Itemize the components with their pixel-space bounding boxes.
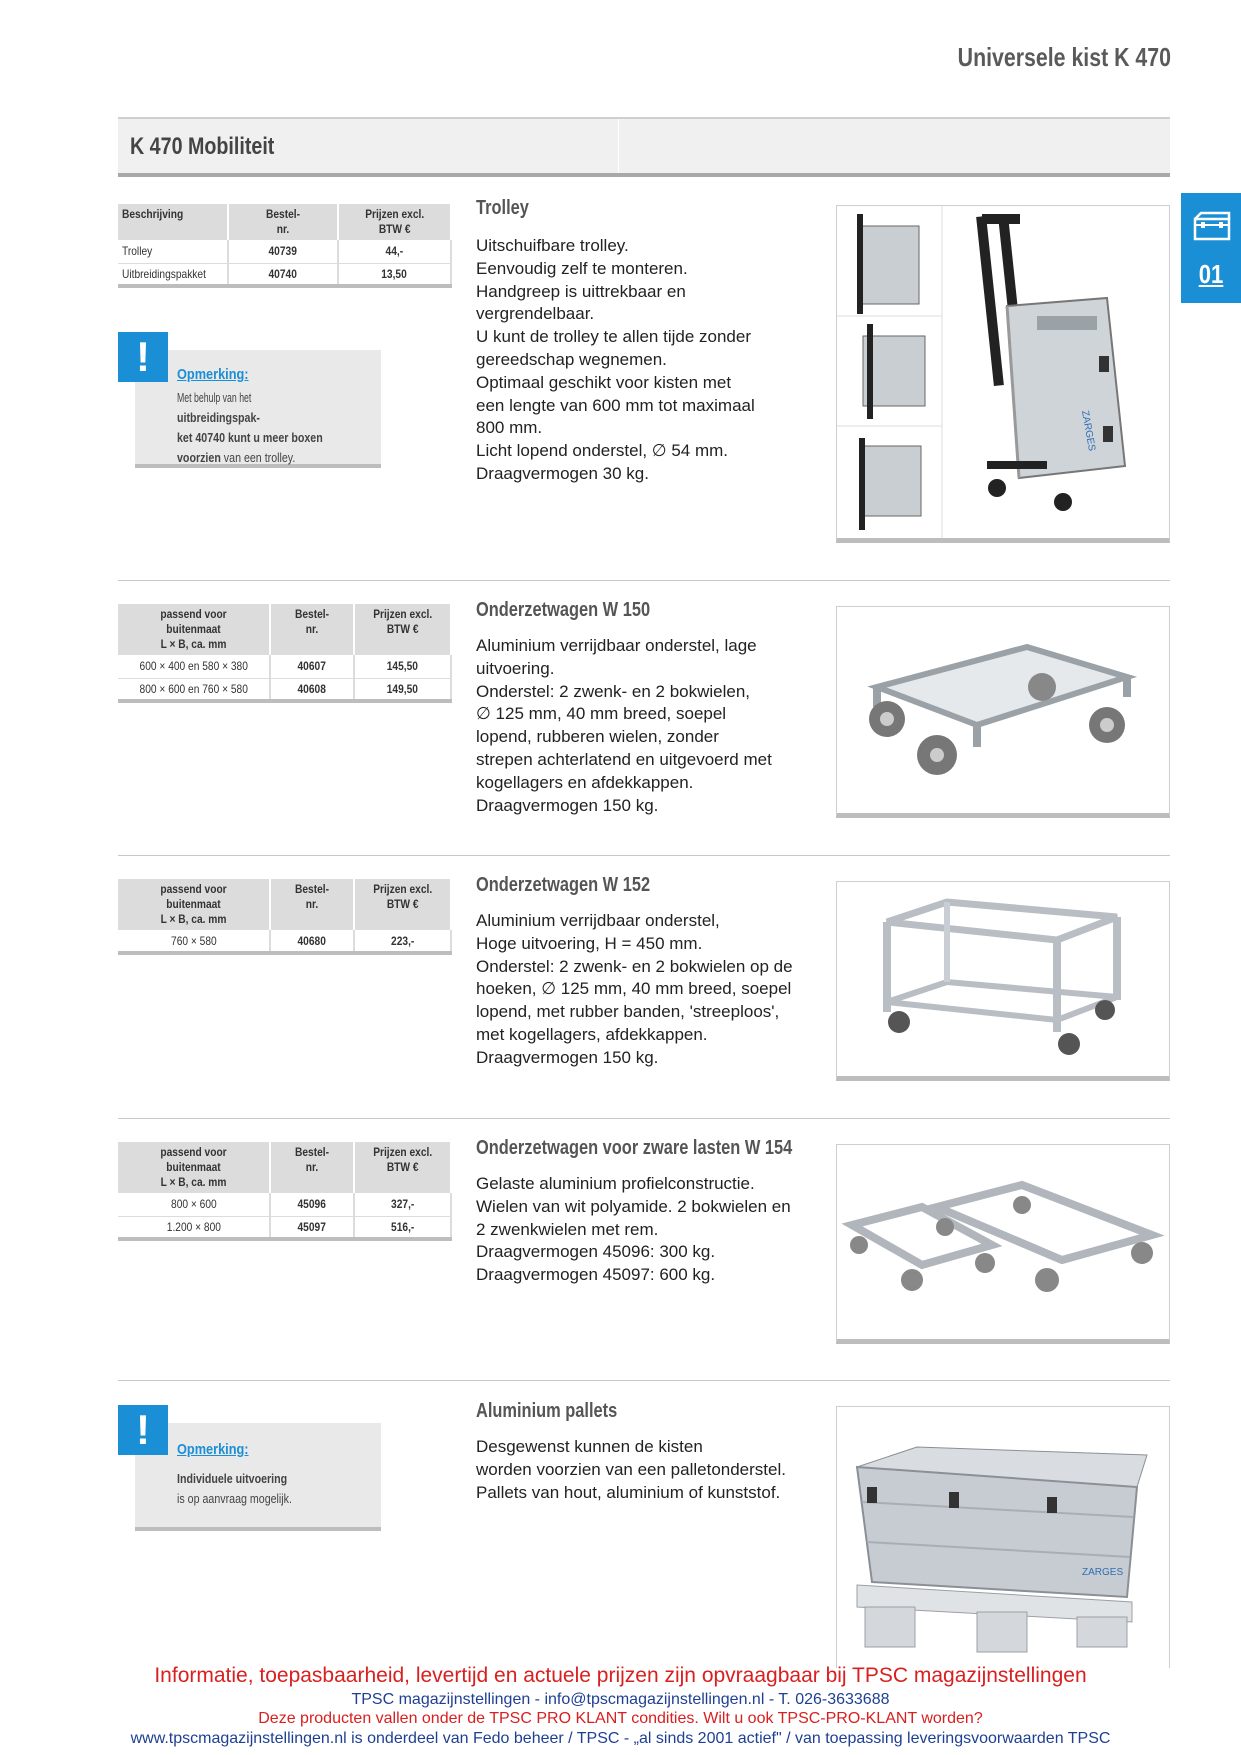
table-header: Bestel- nr. xyxy=(270,1142,354,1193)
table-header: passend voor buitenmaat L × B, ca. mm xyxy=(118,879,270,930)
product-title: Trolley xyxy=(476,197,529,219)
product-title: Aluminium pallets xyxy=(476,1400,618,1422)
chapter-tab[interactable] xyxy=(1181,193,1241,303)
table-header: passend voor buitenmaat L × B, ca. mm xyxy=(118,1142,270,1193)
product-title: Onderzetwagen voor zware lasten W 154 xyxy=(476,1137,793,1159)
table-header: Prijzen excl. BTW € xyxy=(354,1142,451,1193)
table-row: Trolley 40739 44,- xyxy=(118,240,451,263)
product-title: Onderzetwagen W 152 xyxy=(476,874,651,896)
note-heading: Opmerking: xyxy=(177,1441,249,1458)
table-header: Prijzen excl. BTW € xyxy=(354,604,451,655)
product-title: Onderzetwagen W 150 xyxy=(476,599,651,621)
w150-image xyxy=(837,607,1169,812)
pallet-photo xyxy=(836,1406,1170,1668)
note-heading: Opmerking: xyxy=(177,366,249,383)
w150-photo xyxy=(836,606,1170,818)
note-box xyxy=(135,1423,381,1531)
table-header: Bestel- nr. xyxy=(270,879,354,930)
w152-table xyxy=(118,879,452,955)
table-row: Uitbreidingspakket 40740 13,50 xyxy=(118,263,451,286)
exclamation-icon: ! xyxy=(118,1405,168,1455)
product-description: Uitschuifbare trolley. Eenvoudig zelf te monteren. Handgreep is uittrekbaar en vergrendelbaar. U kunt de trolley te allen tijde zonder gereedschap wegnemen. Optimaal geschikt voor kisten met een lengte van 600 mm tot maximaal 800 mm. Licht lopend onderstel, ∅ 54 mm. Draagvermogen 30 kg. xyxy=(476,236,755,483)
trolley-table xyxy=(118,204,452,288)
w154-photo xyxy=(836,1144,1170,1344)
table-row: 1.200 × 800 45097 516,- xyxy=(118,1216,451,1239)
w154-table xyxy=(118,1142,452,1241)
section-divider xyxy=(118,1380,1170,1381)
box-icon xyxy=(1193,211,1231,241)
section-title: K 470 Mobiliteit xyxy=(130,133,275,160)
w154-image xyxy=(837,1145,1169,1338)
section-divider xyxy=(118,855,1170,856)
w152-photo xyxy=(836,881,1170,1081)
footer-contact[interactable]: TPSC magazijnstellingen - info@tpscmagazijnstellingen.nl - T. 026-3633688 xyxy=(351,1691,890,1708)
pallet-image xyxy=(837,1407,1169,1665)
product-description: Desgewenst kunnen de kisten worden voorzien van een palletonderstel. Pallets van hout, aluminium of kunststof. xyxy=(476,1437,786,1502)
section-divider xyxy=(618,119,619,173)
note-body: Met behulp van het uitbreidingspak- ket 40740 kunt u meer boxen voorzien van een trolley. xyxy=(177,390,323,465)
product-description: Gelaste aluminium profielconstructie. Wielen van wit polyamide. 2 bokwielen en 2 zwenkwielen met rem. Draagvermogen 45096: 300 kg. Draagvermogen 45097: 600 kg. xyxy=(476,1174,791,1285)
table-header: Prijzen excl. BTW € xyxy=(354,879,451,930)
table-header: Bestel- nr. xyxy=(270,604,354,655)
table-row: 800 × 600 en 760 × 580 40608 149,50 xyxy=(118,678,451,701)
chapter-number: 01 xyxy=(1198,259,1224,289)
page-header-title: Universele kist K 470 xyxy=(957,42,1171,72)
footer-pro-klant: Deze producten vallen onder de TPSC PRO KLANT condities. Wilt u ook TPSC-PRO-KLANT worden? xyxy=(258,1710,983,1727)
table-row: 760 × 580 40680 223,- xyxy=(118,930,451,953)
table-header: passend voor buitenmaat L × B, ca. mm xyxy=(118,604,270,655)
note-body: Individuele uitvoering is op aanvraag mogelijk. xyxy=(177,1471,292,1506)
product-description: Aluminium verrijdbaar onderstel, lage uitvoering. Onderstel: 2 zwenk- en 2 bokwielen, ∅ 125 mm, 40 mm breed, soepel lopend, rubberen wielen, zonder strepen achterlatend en uitgevoerd met kogellagers en afdekkappen. Draagvermogen 150 kg. xyxy=(476,636,772,815)
pallet-brand: ZARGES xyxy=(1082,1567,1124,1578)
product-description: Aluminium verrijdbaar onderstel, Hoge uitvoering, H = 450 mm. Onderstel: 2 zwenk- en 2 bokwielen op de hoeken, ∅ 125 mm, 40 mm breed, soepel lopend, met rubber banden, 'streeploos', met kogellagers, afdekkappen. Draagvermogen 150 kg. xyxy=(476,911,793,1067)
table-header: Prijzen excl. BTW € xyxy=(338,204,451,240)
footer-legal[interactable]: www.tpscmagazijnstellingen.nl is onderdeel van Fedo beheer / TPSC - „al sinds 2001 actief" / van toepassing leveringsvoorwaarden TPSC xyxy=(130,1730,1111,1747)
trolley-photo xyxy=(836,205,1170,543)
section-bar xyxy=(118,117,1170,177)
table-row: 800 × 600 45096 327,- xyxy=(118,1193,451,1216)
table-header: Beschrijving xyxy=(118,204,228,240)
trolley-image xyxy=(837,206,1169,538)
w152-image xyxy=(837,882,1169,1075)
note-box xyxy=(135,350,381,468)
section-divider xyxy=(118,580,1170,581)
trolley-brand: ZARGES xyxy=(1079,409,1098,453)
w150-table xyxy=(118,604,452,703)
table-row: 600 × 400 en 580 × 380 40607 145,50 xyxy=(118,655,451,678)
table-header: Bestel- nr. xyxy=(228,204,338,240)
footer-info: Informatie, toepasbaarheid, levertijd en actuele prijzen zijn opvraagbaar bij TPSC magazijnstellingen xyxy=(154,1664,1087,1687)
exclamation-icon: ! xyxy=(118,332,168,382)
section-divider xyxy=(118,1118,1170,1119)
